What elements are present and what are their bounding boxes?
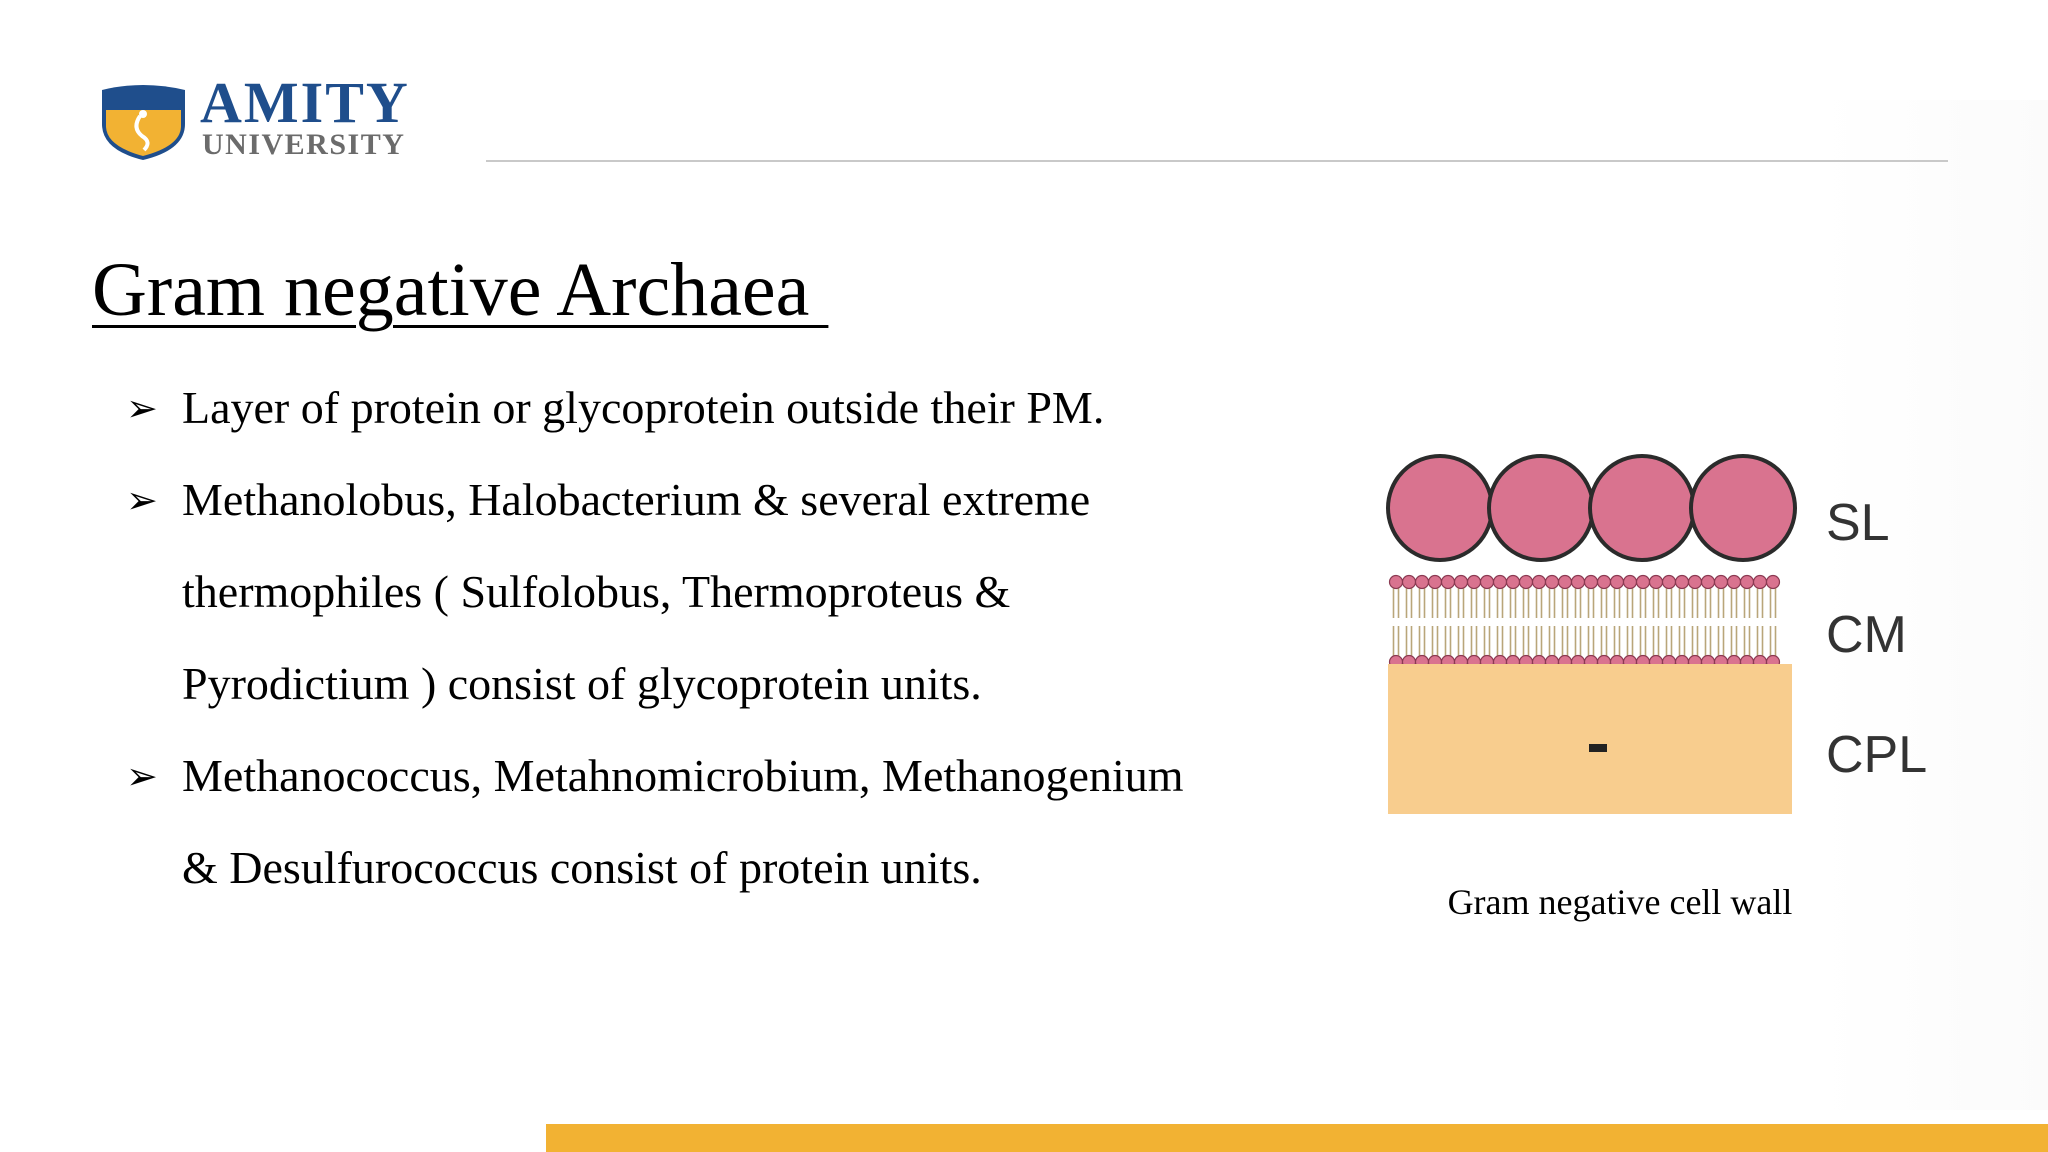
lipid-head — [1468, 576, 1481, 589]
lipid-head — [1403, 576, 1416, 589]
header-rule — [486, 160, 1948, 162]
bullet-continuation — [126, 836, 1326, 928]
lipid-head — [1390, 576, 1403, 589]
lipid-head — [1559, 576, 1572, 589]
bullet-item — [126, 468, 1326, 560]
lipid-head — [1520, 576, 1533, 589]
shield-icon — [96, 80, 191, 162]
lipid-head — [1416, 576, 1429, 589]
accent-bar — [546, 1124, 2048, 1152]
bullet-text: Methanolobus, Halobacterium & several extreme — [182, 474, 1091, 525]
bullet-item — [126, 744, 1326, 836]
lipid-head — [1429, 576, 1442, 589]
lipid-head — [1741, 576, 1754, 589]
lipid-head — [1715, 576, 1728, 589]
arrow-bullet-icon: ➢ — [126, 386, 158, 430]
lipid-head — [1663, 576, 1676, 589]
lipid-head — [1624, 576, 1637, 589]
logo-name-line2: UNIVERSITY — [202, 128, 406, 161]
lipid-head — [1585, 576, 1598, 589]
bullet-continuation — [126, 560, 1326, 652]
lipid-head — [1676, 576, 1689, 589]
arrow-bullet-icon: ➢ — [126, 754, 158, 798]
lipid-head — [1767, 576, 1780, 589]
bullet-continuation — [126, 652, 1326, 744]
lipid-head — [1507, 576, 1520, 589]
lipid-head — [1637, 576, 1650, 589]
lipid-head — [1572, 576, 1585, 589]
label-cm: CM — [1826, 606, 1907, 664]
lipid-head — [1650, 576, 1663, 589]
lipid-head — [1598, 576, 1611, 589]
slide-title: Gram negative Archaea — [92, 248, 829, 332]
amity-logo — [96, 70, 446, 166]
lipid-head — [1689, 576, 1702, 589]
arrow-bullet-icon: ➢ — [126, 478, 158, 522]
lipid-head — [1442, 576, 1455, 589]
negative-charge — [1589, 744, 1607, 752]
bullet-item — [126, 376, 1326, 468]
lipid-head — [1455, 576, 1468, 589]
cytoplasm — [1388, 664, 1792, 814]
bullet-list — [126, 376, 1326, 928]
lipid-head — [1533, 576, 1546, 589]
lipid-head — [1702, 576, 1715, 589]
bullet-text: Methanococcus, Metahnomicrobium, Methanogenium — [182, 750, 1184, 801]
bullet-text: thermophiles ( Sulfolobus, Thermoproteus & — [182, 566, 1011, 617]
bullet-text: Layer of protein or glycoprotein outside their PM. — [182, 382, 1105, 433]
label-cpl: CPL — [1826, 726, 1928, 784]
bullet-text: Pyrodictium ) consist of glycoprotein units. — [182, 658, 982, 709]
logo-name-line1: AMITY — [200, 70, 410, 135]
lipid-head — [1728, 576, 1741, 589]
lipid-head — [1494, 576, 1507, 589]
bullet-text: & Desulfurococcus consist of protein units. — [182, 842, 982, 893]
lipid-head — [1546, 576, 1559, 589]
lipid-head — [1611, 576, 1624, 589]
lipid-head — [1754, 576, 1767, 589]
lipid-head — [1481, 576, 1494, 589]
s-layer — [1388, 456, 1795, 560]
cell-membrane — [1390, 576, 1780, 669]
label-sl: SL — [1826, 494, 1890, 552]
diagram-caption: Gram negative cell wall — [1447, 882, 1793, 922]
cell-wall-diagram — [1380, 440, 1940, 840]
